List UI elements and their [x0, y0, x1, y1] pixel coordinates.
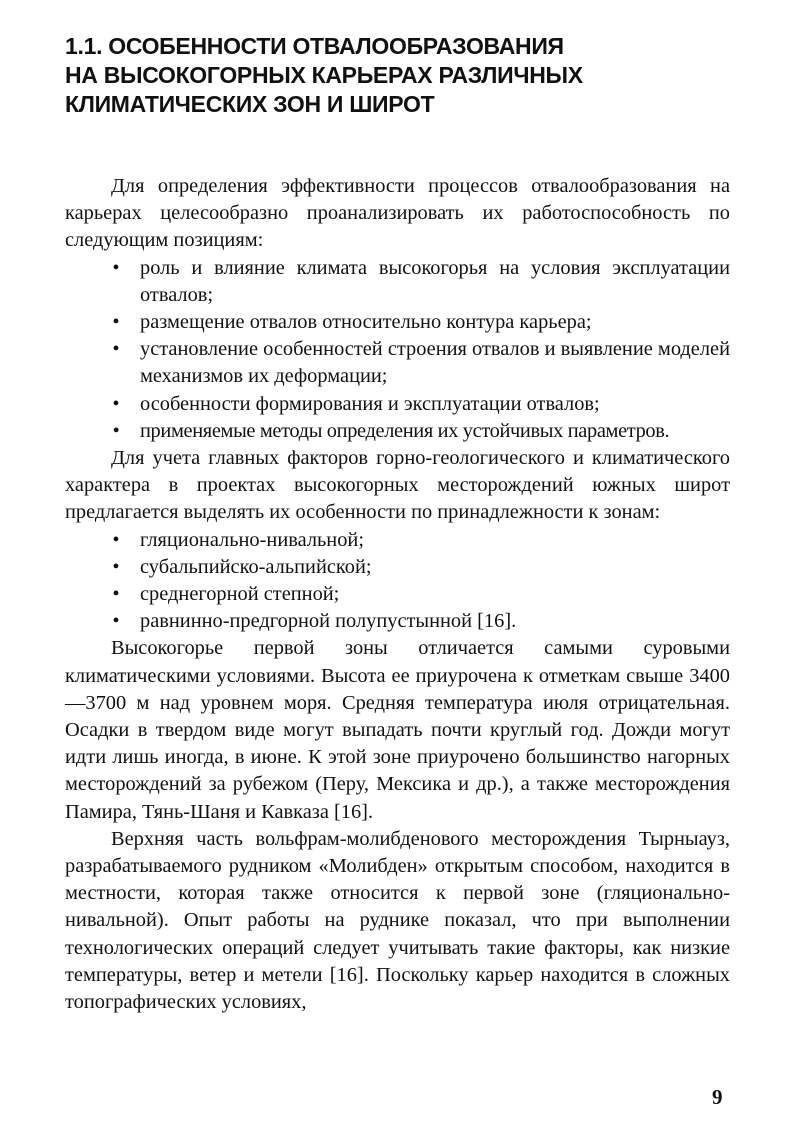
bullet-icon: • — [112, 311, 120, 334]
page-content — [65, 32, 730, 1016]
list-item: • роль и влияние климата высокогорья на условия эксплуатации отвалов; — [112, 256, 730, 306]
list-item: • особенности формирования и эксплуатации отвалов; — [65, 391, 730, 418]
intro-paragraph: Для определения эффективности процессов отвалообразования на карьерах целесообразно проанализировать их работоспособность по следующим позициям: — [65, 175, 730, 252]
zones-list — [65, 527, 730, 636]
tyrnyauz-paragraph: Верхняя часть вольфрам-молибденового месторождения Тырныауз, разрабатываемого рудником «Молибден» открытым способом, находится в местности, которая также относится к первой зоне (гляционально-нивальной). Опыт работы на руднике показал, что при выполнении технологических операций следует учитывать такие факторы, как низкие температуры, ветер и метели [16]. Поскольку карьер находится в сложных топографических условиях, — [65, 827, 730, 1014]
bullet-icon: • — [112, 610, 120, 633]
bullet-icon: • — [112, 392, 120, 415]
bullet-icon: • — [112, 338, 120, 361]
positions-list — [65, 255, 730, 445]
page-number: 9 — [712, 1085, 723, 1109]
title-line: 1.1. ОСОБЕННОСТИ ОТВАЛООБРАЗОВАНИЯ — [65, 33, 564, 59]
section-title — [65, 32, 730, 119]
zones-paragraph: Для учета главных факторов горно-геологического и климатического характера в проектах высокогорных месторождений южных широт предлагается выделять их особенности по принадлежности к зонам: — [65, 447, 730, 524]
bullet-icon: • — [112, 555, 120, 578]
title-line: КЛИМАТИЧЕСКИХ ЗОН И ШИРОТ — [65, 91, 435, 117]
bullet-icon: • — [112, 583, 120, 606]
list-item: • размещение отвалов относительно контура карьера; — [65, 309, 730, 336]
list-item: • установление особенностей строения отвалов и выявление моделей механизмов их деформации; — [112, 338, 730, 388]
body-text — [65, 173, 730, 1016]
list-item: • среднегорной степной; — [65, 581, 730, 608]
list-item: • равнинно-предгорной полупустынной [16]. — [65, 608, 730, 635]
bullet-icon: • — [112, 528, 120, 551]
list-item: • гляционально-нивальной; — [65, 527, 730, 554]
bullet-icon: • — [112, 256, 120, 279]
bullet-icon: • — [112, 419, 120, 442]
first-zone-paragraph: Высокогорье первой зоны отличается самыми суровыми климатическими условиями. Высота ее приурочена к отметкам свыше 3400—3700 м над уровнем моря. Средняя температура июля отрицательная. Осадки в твердом виде могут выпадать почти круглый год. Дожди могут идти лишь иногда, в июне. К этой зоне приурочено большинство нагорных месторождений за рубежом (Перу, Мексика и др.), а также месторождения Памира, Тянь-Шаня и Кавказа [16]. — [65, 637, 730, 823]
list-item: • применяемые методы определения их устойчивых параметров. — [65, 418, 730, 445]
title-line: НА ВЫСОКОГОРНЫХ КАРЬЕРАХ РАЗЛИЧНЫХ — [65, 62, 583, 88]
list-item: • субальпийско-альпийской; — [65, 554, 730, 581]
